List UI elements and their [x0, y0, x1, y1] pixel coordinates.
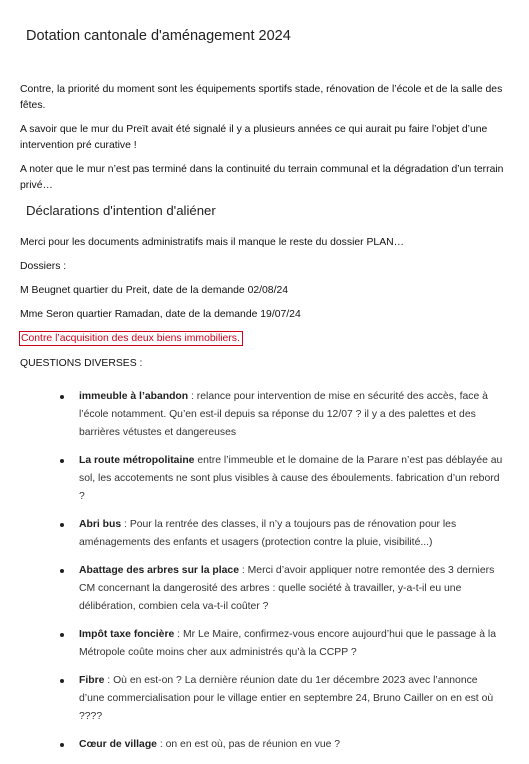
question-heading: Impôt taxe foncière — [79, 629, 175, 640]
bullet-icon — [60, 523, 64, 527]
question-body: entre l’immeuble et le domaine de la Parare n’est pas déblayée au sol, les accotements ne sont plus visibles à cause des éboulements. fabrication d’un rebord ? — [79, 455, 503, 502]
question-heading: Cœur de village — [79, 739, 157, 750]
list-item — [60, 736, 505, 754]
question-heading: Abri bus — [79, 519, 122, 530]
dossier-item-2: Mme Seron quartier Ramadan, date de la demande 19/07/24 — [20, 309, 301, 320]
question-body: : Merci d’avoir appliquer notre remontée des 3 derniers CM concernant la dangerosité des arbres : quelle société à travailler, y-a-t-il eu une délibération, combien cela va-t-il coûter ? — [79, 565, 495, 612]
list-item — [60, 562, 505, 616]
list-item — [60, 452, 505, 506]
document-title: Dotation cantonale d'aménagement 2024 — [26, 28, 291, 44]
paragraph-mur-preit: A savoir que le mur du Preït avait été signalé il y a plusieurs années ce qui aurait pu faire l’objet d’une intervention pré curative ! — [20, 124, 488, 151]
bullet-icon — [60, 743, 64, 747]
questions-label: QUESTIONS DIVERSES : — [20, 358, 143, 369]
question-body: : relance pour intervention de mise en sécurité des accès, face à l’école notamment. Qu’en est-il depuis sa réponse du 12/07 ? il y a des palettes et des barrières vétustes et dangereuses — [79, 391, 488, 438]
questions-list — [60, 388, 505, 764]
list-item — [60, 626, 505, 662]
dossiers-label: Dossiers : — [20, 261, 67, 272]
bullet-icon — [60, 633, 64, 637]
paragraph-priority: Contre, la priorité du moment sont les équipements sportifs stade, rénovation de l’école et de la salle des fêtes. — [20, 84, 503, 111]
bullet-icon — [60, 459, 64, 463]
dossier-item-1: M Beugnet quartier du Preit, date de la demande 02/08/24 — [20, 285, 289, 296]
question-heading: Abattage des arbres sur la place — [79, 565, 239, 576]
question-body: : Mr Le Maire, confirmez-vous encore aujourd’hui que le passage à la Métropole coûte moins cher aux administrés qu’à la CCPP ? — [79, 629, 496, 658]
intro-line: Merci pour les documents administratifs mais il manque le reste du dossier PLAN… — [20, 237, 405, 248]
question-heading: Fibre — [79, 675, 105, 686]
question-body: : on en est où, pas de réunion en vue ? — [156, 739, 341, 750]
paragraph-mur-terrain: A noter que le mur n’est pas terminé dans la continuité du terrain communal et la dégradation d’un terrain privé… — [20, 164, 504, 191]
list-item — [60, 388, 505, 442]
question-body: : Pour la rentrée des classes, il n’y a toujours pas de rénovation pour les aménagements des enfants et usagers (protection contre la pluie, visibilité...) — [79, 519, 457, 548]
section-title-dia: Déclarations d'intention d'aliéner — [26, 203, 216, 218]
question-heading: La route métropolitaine — [79, 455, 195, 466]
question-body: : Où en est-on ? La dernière réunion date du 1er décembre 2023 avec l’annonce d’une commercialisation pour le village entier en septembre 24, Bruno Cailler on en est où ???? — [79, 675, 494, 722]
list-item — [60, 672, 505, 726]
bullet-icon — [60, 395, 64, 399]
list-item — [60, 516, 505, 552]
highlight-statement: Contre l’acquisition des deux biens immobiliers. — [19, 331, 243, 346]
bullet-icon — [60, 569, 64, 573]
question-heading: immeuble à l’abandon — [79, 391, 189, 402]
bullet-icon — [60, 679, 64, 683]
